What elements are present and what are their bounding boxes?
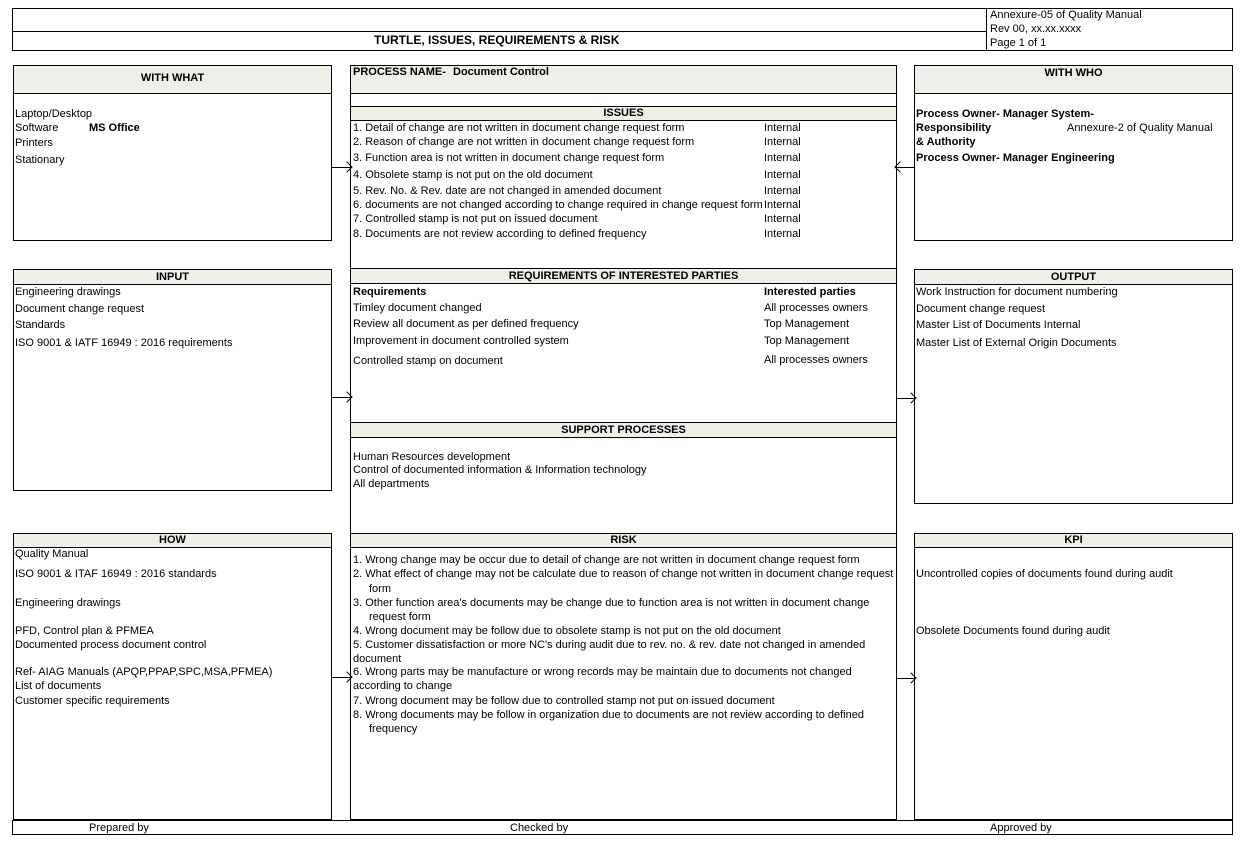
annexure-ref: Annexure-05 of Quality Manual: [990, 9, 1142, 21]
how-item: PFD, Control plan & PFMEA: [15, 625, 154, 637]
requirements-heading: REQUIREMENTS OF INTERESTED PARTIES: [351, 268, 896, 284]
risk-line: according to change: [353, 680, 453, 692]
software-value: MS Office: [89, 122, 140, 134]
issues-heading: ISSUES: [351, 106, 896, 121]
checked-by: Checked by: [510, 822, 569, 834]
header-vertical-divider: [986, 8, 987, 51]
approved-by: Approved by: [990, 822, 1052, 834]
arrow-right-icon: [897, 678, 914, 679]
issue-text: 1. Detail of change are not written in document change request form: [353, 122, 685, 134]
issue-text: 3. Function area is not written in document change request form: [353, 152, 665, 164]
risk-line: 7. Wrong document may be follow due to controlled stamp not put on issued document: [353, 695, 775, 707]
issue-type: Internal: [764, 199, 801, 211]
how-item: List of documents: [15, 680, 102, 692]
with-what-heading: WITH WHAT: [14, 66, 331, 94]
process-owner-engineering: Process Owner- Manager Engineering: [916, 152, 1115, 164]
how-item: Ref- AIAG Manuals (APQP,PPAP,SPC,MSA,PFMEA): [15, 666, 273, 678]
process-name: Document Control: [453, 66, 549, 78]
issue-type: Internal: [764, 169, 801, 181]
risk-line: 2. What effect of change may not be calculate due to reason of change not written in document change request: [353, 568, 894, 580]
input-item: Document change request: [15, 303, 145, 315]
process-owner-system: Process Owner- Manager System-: [916, 108, 1094, 120]
with-who-heading: WITH WHO: [915, 66, 1232, 94]
input-item: Standards: [15, 319, 66, 331]
output-item: Master List of External Origin Documents: [916, 337, 1117, 349]
arrow-right-icon: [332, 397, 350, 398]
output-item: Work Instruction for document numbering: [916, 286, 1118, 298]
how-heading: HOW: [14, 534, 331, 548]
requirement-text: Controlled stamp on document: [353, 355, 503, 367]
risk-line: frequency: [369, 723, 418, 735]
how-item: Engineering drawings: [15, 597, 121, 609]
risk-line: 4. Wrong document may be follow due to obsolete stamp is not put on the old document: [353, 625, 781, 637]
input-item: Engineering drawings: [15, 286, 121, 298]
risk-line: 8. Wrong documents may be follow in organization due to documents are not review according to defined: [353, 709, 864, 721]
support-heading: SUPPORT PROCESSES: [351, 422, 896, 438]
input-item: ISO 9001 & IATF 16949 : 2016 requirements: [15, 337, 233, 349]
issue-type: Internal: [764, 213, 801, 225]
issue-text: 7. Controlled stamp is not put on issued document: [353, 213, 598, 225]
responsibility-label: Responsibility: [916, 122, 992, 134]
risk-line: document: [353, 653, 402, 665]
parties-col-header: Interested parties: [764, 286, 856, 298]
output-heading: OUTPUT: [915, 270, 1232, 285]
issue-text: 2. Reason of change are not written in document change request form: [353, 136, 695, 148]
arrow-right-icon: [897, 398, 914, 399]
kpi-item: Uncontrolled copies of documents found during audit: [916, 568, 1173, 580]
risk-line: 5. Customer dissatisfaction or more NC's during audit due to rev. no. & rev. date not changed in amended: [353, 639, 866, 651]
how-item: Documented process document control: [15, 639, 207, 651]
with-what-item: Laptop/Desktop: [15, 108, 93, 120]
risk-line: 6. Wrong parts may be manufacture or wrong records may be maintain due to documents not changed: [353, 666, 852, 678]
arrow-right-icon: [332, 167, 350, 168]
requirement-text: Improvement in document controlled system: [353, 335, 569, 347]
requirement-text: Review all document as per defined frequency: [353, 318, 579, 330]
how-item: Quality Manual: [15, 548, 89, 560]
output-item: Master List of Documents Internal: [916, 319, 1081, 331]
prepared-by: Prepared by: [89, 822, 149, 834]
issue-text: 5. Rev. No. & Rev. date are not changed in amended document: [353, 185, 662, 197]
revision-info: Rev 00, xx.xx.xxxx: [990, 23, 1082, 35]
kpi-item: Obsolete Documents found during audit: [916, 625, 1110, 637]
issue-text: 6. documents are not changed according to change required in change request form: [353, 199, 763, 211]
risk-line: request form: [369, 611, 431, 623]
with-what-item: Printers: [15, 137, 53, 149]
issue-type: Internal: [764, 122, 801, 134]
with-what-item: Software: [15, 122, 59, 134]
with-what-box: [13, 65, 332, 241]
risk-line: form: [369, 583, 391, 595]
arrow-left-icon: [897, 167, 914, 168]
party-text: All processes owners: [764, 302, 868, 314]
party-text: All processes owners: [764, 354, 868, 366]
issue-type: Internal: [764, 152, 801, 164]
requirement-text: Timley document changed: [353, 302, 482, 314]
input-heading: INPUT: [14, 270, 331, 285]
page-number: Page 1 of 1: [990, 37, 1047, 49]
how-item: ISO 9001 & ITAF 16949 : 2016 standards: [15, 568, 217, 580]
support-item: Control of documented information & Information technology: [353, 464, 647, 476]
issue-type: Internal: [764, 136, 801, 148]
annexure-2-ref: Annexure-2 of Quality Manual: [1067, 122, 1213, 134]
process-label: PROCESS NAME-: [353, 66, 446, 78]
risk-line: 3. Other function area's documents may be change due to function area is not written in document change: [353, 597, 870, 609]
arrow-right-icon: [332, 677, 350, 678]
support-item: Human Resources development: [353, 451, 511, 463]
support-item: All departments: [353, 478, 430, 490]
page-title: TURTLE, ISSUES, REQUIREMENTS & RISK: [374, 33, 620, 47]
risk-heading: RISK: [351, 533, 896, 548]
output-item: Document change request: [916, 303, 1046, 315]
risk-line: 1. Wrong change may be occur due to detail of change are not written in document change request form: [353, 554, 860, 566]
with-what-item: Stationary: [15, 154, 65, 166]
party-text: Top Management: [764, 318, 849, 330]
issue-text: 4. Obsolete stamp is not put on the old document: [353, 169, 593, 181]
requirements-col-header: Requirements: [353, 286, 427, 298]
authority-label: & Authority: [916, 136, 976, 148]
issue-type: Internal: [764, 185, 801, 197]
header-divider: [12, 31, 987, 32]
issue-type: Internal: [764, 228, 801, 240]
party-text: Top Management: [764, 335, 849, 347]
issue-text: 8. Documents are not review according to defined frequency: [353, 228, 647, 240]
kpi-heading: KPI: [915, 534, 1232, 548]
how-item: Customer specific requirements: [15, 695, 170, 707]
